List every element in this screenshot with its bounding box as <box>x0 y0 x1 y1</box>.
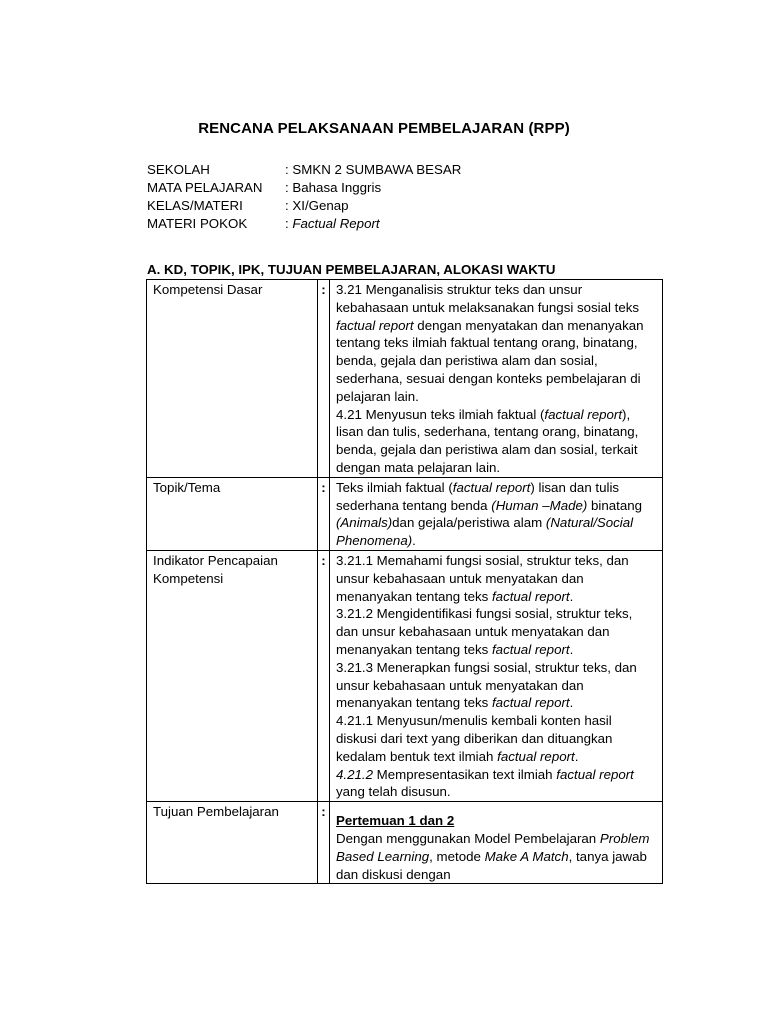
italic-run: Make A Match <box>484 848 569 864</box>
meta-key: MATA PELAJARAN <box>147 180 263 195</box>
italic-run: (Natural/Social Phenomena) <box>336 515 634 549</box>
text-run: . <box>574 748 579 764</box>
italic-run: (Human –Made) <box>491 497 588 513</box>
row-label: Kompetensi Dasar <box>147 280 318 478</box>
row-content <box>330 802 663 884</box>
ipk-item <box>336 712 656 765</box>
table-row-indikator <box>147 550 663 801</box>
italic-run: factual report <box>452 479 531 495</box>
text-run: dengan menyatakan dan menanyakan tentang teks ilmiah faktual tentang orang, binatang, benda, gejala dan peristiwa alam dan sosial, sederhana, sesuai dengan konteks pembelajaran di pelajaran lain. <box>336 317 644 404</box>
meta-row-materi-pokok <box>147 215 461 233</box>
italic-run: factual report <box>491 641 570 657</box>
italic-run: factual report <box>336 317 414 333</box>
text-run: . <box>569 588 574 604</box>
meta-value <box>285 215 380 233</box>
italic-run: factual report <box>491 695 570 711</box>
italic-run: (Animals) <box>336 515 393 531</box>
ipk-item <box>336 552 656 605</box>
text-run: , tanya jawab dan diskusi dengan <box>336 848 647 882</box>
kd-paragraph-3-21 <box>336 281 656 406</box>
meta-key: SEKOLAH <box>147 162 210 177</box>
meta-value: : XI/Genap <box>285 198 349 213</box>
text-run: , metode <box>429 848 485 864</box>
text-run: . <box>412 533 416 549</box>
text-run: ) lisan dan tulis sederhana tentang benda <box>336 479 620 513</box>
text-run: 3.21 Menganalisis struktur teks dan unsur kebahasaan untuk melaksanakan fungsi sosial teks <box>336 282 640 315</box>
table-row-kompetensi-dasar <box>147 280 663 478</box>
text-run: Mempresentasikan text ilmiah <box>372 766 557 782</box>
text-run: binatang <box>587 497 643 513</box>
meeting-heading <box>336 812 656 830</box>
meta-row-sekolah <box>147 161 461 179</box>
text-run: 3.21.1 Memahami fungsi sosial, struktur teks, dan unsur kebahasaan untuk menyatakan dan menanyakan tentang teks <box>336 552 629 604</box>
spacer <box>336 803 656 812</box>
italic-run: factual report <box>491 588 570 604</box>
text-run: Dengan menggunakan Model Pembelajaran <box>336 830 600 846</box>
tujuan-paragraph <box>336 830 656 883</box>
text-run: dan gejala/peristiwa alam <box>392 515 546 531</box>
text-run: 4.21 Menyusun teks ilmiah faktual ( <box>336 406 545 422</box>
row-content <box>330 280 663 478</box>
ipk-item <box>336 605 656 658</box>
row-label: Indikator Pencapaian Kompetensi <box>147 550 318 801</box>
meta-key: MATERI POKOK <box>147 216 248 231</box>
identity-block <box>147 161 461 233</box>
text-run: 3.21.3 Menerapkan fungsi sosial, struktur teks, dan unsur kebahasaan untuk menyatakan dan menanyakan tentang teks <box>336 659 637 711</box>
table-row-tujuan <box>147 802 663 884</box>
row-separator: : <box>318 550 330 801</box>
meta-value-prefix: : <box>285 216 293 231</box>
meta-row-mata-pelajaran <box>147 179 461 197</box>
document-title: RENCANA PELAKSANAAN PEMBELAJARAN (RPP) <box>198 120 570 137</box>
table-row-topik-tema <box>147 477 663 550</box>
meta-value: : SMKN 2 SUMBAWA BESAR <box>285 162 462 177</box>
kd-paragraph-4-21 <box>336 406 656 477</box>
row-content <box>330 550 663 801</box>
row-content <box>330 477 663 550</box>
ipk-item <box>336 766 656 802</box>
italic-run: factual report <box>556 766 634 782</box>
text-run: . <box>569 641 574 657</box>
meta-key: KELAS/MATERI <box>147 198 243 213</box>
text-run: . <box>569 695 574 711</box>
text-run: yang telah disusun. <box>336 784 451 800</box>
italic-run: factual report <box>544 406 623 422</box>
meeting-heading-text: Pertemuan 1 dan 2 <box>336 813 455 829</box>
text-run: 3.21.2 Mengidentifikasi fungsi sosial, struktur teks, dan unsur kebahasaan untuk menyatakan dan menanyakan tentang teks <box>336 606 633 657</box>
meta-value-italic: Factual Report <box>292 216 380 231</box>
text-run: 4.21.1 Menyusun/menulis kembali konten hasil diskusi dari text yang diberikan dan dituangkan kedalam bentuk text ilmiah <box>336 713 613 764</box>
ipk-item <box>336 659 656 712</box>
italic-run: factual report <box>497 748 575 764</box>
row-label: Topik/Tema <box>147 477 318 550</box>
italic-run: Problem Based Learning <box>336 830 650 864</box>
row-label: Tujuan Pembelajaran <box>147 802 318 884</box>
row-separator: : <box>318 802 330 884</box>
italic-run: 4.21.2 <box>336 766 373 782</box>
text-run: Teks ilmiah faktual ( <box>336 479 453 495</box>
row-separator: : <box>318 280 330 478</box>
meta-row-kelas-materi <box>147 197 461 215</box>
kd-table <box>146 279 663 884</box>
meta-value: : Bahasa Inggris <box>285 180 382 195</box>
row-separator: : <box>318 477 330 550</box>
text-run: ), lisan dan tulis, sederhana, tentang orang, binatang, benda, gejala dan peristiwa alam dan sosial, terkait dengan mata pelajaran lain. <box>336 406 639 475</box>
section-heading: A. KD, TOPIK, IPK, TUJUAN PEMBELAJARAN, ALOKASI WAKTU <box>147 262 556 277</box>
